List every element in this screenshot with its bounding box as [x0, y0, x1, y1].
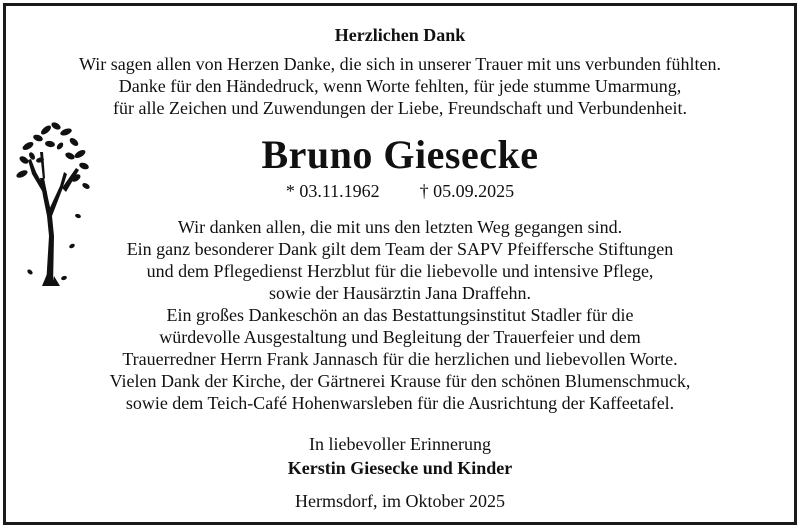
body-line: sowie der Hausärztin Jana Draffehn.	[268, 283, 532, 303]
thanks-text	[6, 216, 794, 414]
body-line: würdevolle Ausgestaltung und Begleitung der Trauerfeier und dem	[159, 327, 641, 347]
death-date: † 05.09.2025	[419, 181, 515, 201]
body-line: Wir danken allen, die mit uns den letzten Weg gegangen sind.	[177, 217, 623, 237]
body-line: Ein ganz besonderer Dank gilt dem Team der SAPV Pfeiffersche Stiftungen	[126, 239, 674, 259]
memory-line: In liebevoller Erinnerung	[309, 434, 491, 454]
page-title: Herzlichen Dank	[334, 25, 466, 45]
intro-line: Wir sagen allen von Herzen Danke, die sich in unserer Trauer mit uns verbunden fühlten.	[78, 54, 722, 74]
body-line: und dem Pflegedienst Herzblut für die liebevolle und intensive Pflege,	[146, 261, 654, 281]
body-line: Trauerredner Herrn Frank Jannasch für die herzlichen und liebevollen Worte.	[122, 349, 678, 369]
birth-date: * 03.11.1962	[285, 181, 380, 201]
obituary-card	[3, 3, 797, 525]
body-line: sowie dem Teich-Café Hohenwarsleben für die Ausrichtung der Kaffeetafel.	[125, 393, 675, 413]
intro-text	[6, 53, 794, 119]
place-date: Hermsdorf, im Oktober 2025	[295, 491, 505, 511]
life-dates	[6, 181, 794, 202]
intro-line: für alle Zeichen und Zuwendungen der Liebe, Freundschaft und Verbundenheit.	[113, 98, 687, 118]
body-line: Vielen Dank der Kirche, der Gärtnerei Krause für den schönen Blumenschmuck,	[109, 371, 691, 391]
intro-line: Danke für den Händedruck, wenn Worte fehlten, für jede stumme Umarmung,	[118, 76, 682, 96]
deceased-name: Bruno Giesecke	[261, 132, 539, 177]
body-line: Ein großes Dankeschön an das Bestattungsinstitut Stadler für die	[166, 305, 634, 325]
family-signature: Kerstin Giesecke und Kinder	[287, 458, 513, 478]
